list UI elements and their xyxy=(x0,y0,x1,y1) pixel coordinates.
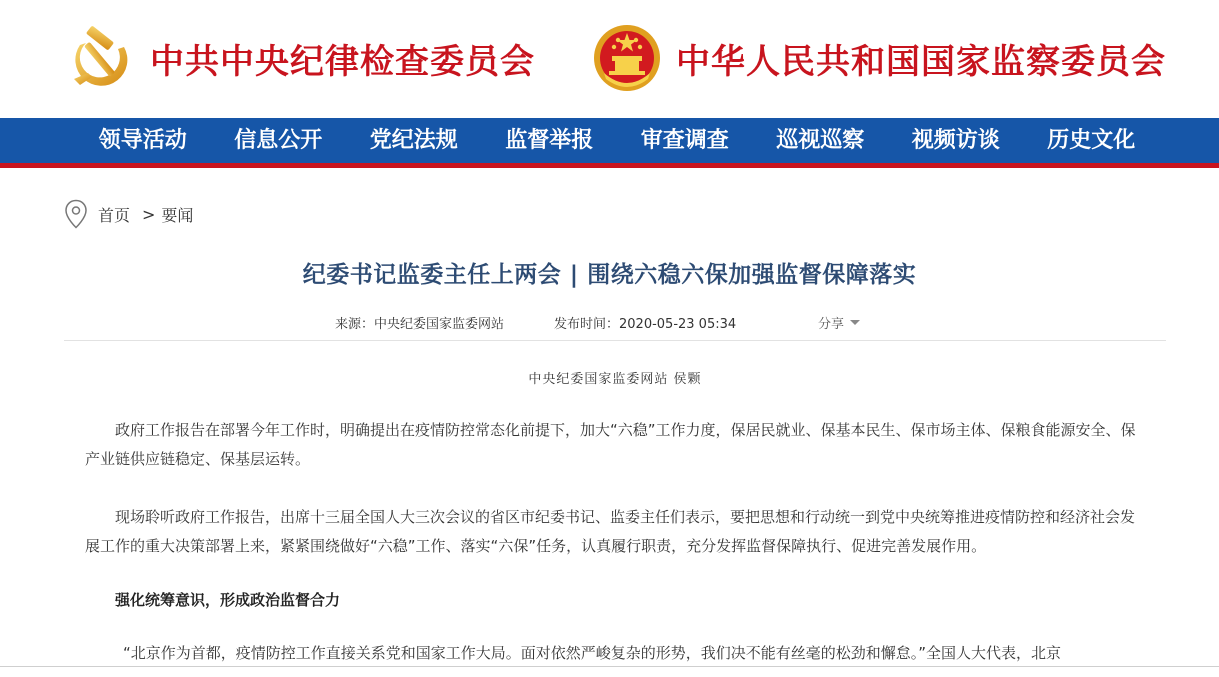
breadcrumb-current-link[interactable]: 要闻 xyxy=(161,205,194,225)
nav-item-leadership[interactable]: 领导活动 xyxy=(98,127,187,153)
nav-item-history-culture[interactable]: 历史文化 xyxy=(1047,127,1136,153)
breadcrumb-separator: > xyxy=(142,204,156,224)
article-subheading: 强化统筹意识，形成政治监督合力 xyxy=(115,591,341,609)
caret-down-icon xyxy=(850,320,860,325)
article-byline: 中央纪委国家监委网站 侯颗 xyxy=(528,372,702,387)
ccdi-logo-link[interactable] xyxy=(66,18,535,98)
header-divider xyxy=(64,340,1166,341)
nav-item-regulations[interactable]: 党纪法规 xyxy=(369,127,458,153)
nsc-name: 中华人民共和国国家监察委员会 xyxy=(676,41,1166,82)
article-source: 来源：中央纪委国家监委网站 xyxy=(335,317,505,332)
breadcrumb xyxy=(64,198,193,230)
ccdi-name: 中共中央纪律检查委员会 xyxy=(150,41,535,82)
nav-item-video-interviews[interactable]: 视频访谈 xyxy=(911,127,1000,153)
viewport-bottom-edge xyxy=(0,666,1219,667)
nav-item-investigation[interactable]: 审查调查 xyxy=(640,127,729,153)
article-paragraph-partial: “北京作为首都，疫情防控工作直接关系党和国家工作大局。面对依然严峻复杂的形势，我们决不能有丝毫的松劲和懈怠。”全国人大代表，北京 xyxy=(123,644,1062,662)
hammer-sickle-icon xyxy=(66,23,136,93)
site-header xyxy=(0,0,1219,118)
article-paragraph: 政府工作报告在部署今年工作时，明确提出在疫情防控常态化前提下，加大“六稳”工作力度，保居民就业、保基本民生、保市场主体、保粮食能源安全、保产业链供应链稳定、保基层运转。 xyxy=(85,421,1136,468)
nav-item-info-disclosure[interactable]: 信息公开 xyxy=(234,127,323,153)
share-label: 分享 xyxy=(818,317,845,332)
main-nav xyxy=(0,118,1219,168)
breadcrumb-home-link[interactable]: 首页 xyxy=(98,205,131,225)
national-emblem-icon xyxy=(592,23,662,93)
nav-item-supervision-report[interactable]: 监督举报 xyxy=(505,127,594,153)
article-publish-time: 发布时间：2020-05-23 05:34 xyxy=(554,317,737,332)
share-button[interactable] xyxy=(818,313,860,332)
location-pin-icon xyxy=(64,199,88,229)
nav-item-inspection[interactable]: 巡视巡察 xyxy=(776,127,865,153)
article-paragraph: 现场聆听政府工作报告，出席十三届全国人大三次会议的省区市纪委书记、监委主任们表示，要把思想和行动统一到党中央统筹推进疫情防控和经济社会发展工作的重大决策部署上来，紧紧围绕做好“六稳”工作、落实“六保”任务，认真履行职责，充分发挥监督保障执行、促进完善发展作用。 xyxy=(85,508,1136,555)
nsc-logo-link[interactable] xyxy=(592,18,1166,98)
article-title: 纪委书记监委主任上两会 | 围绕六稳六保加强监督保障落实 xyxy=(302,262,917,288)
